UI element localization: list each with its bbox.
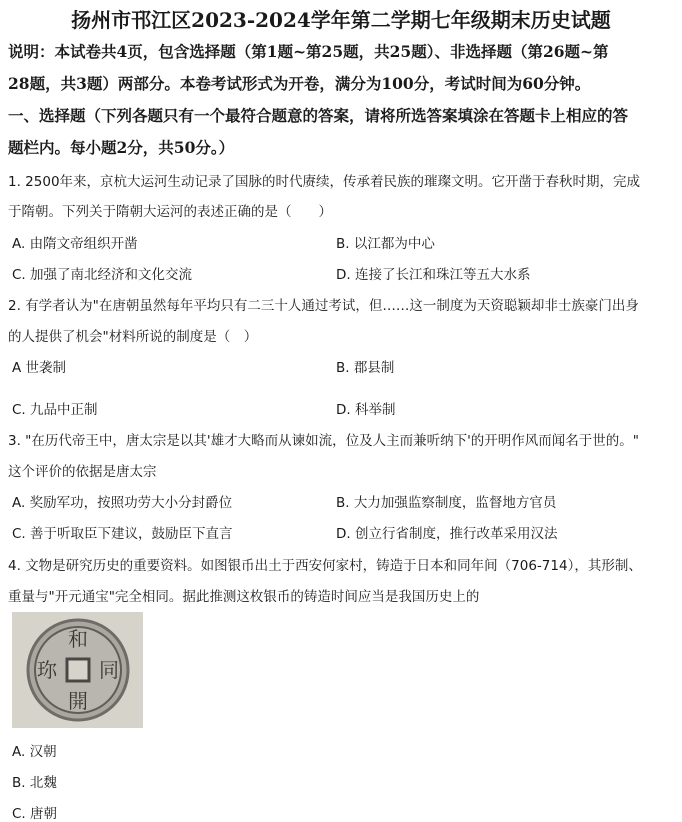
question-3-stem-1: 3. "在历代帝王中，唐太宗是以其'雄才大略而从谏如流，位及人主而兼听纳下'的开明作风而闻名于世的。": [8, 433, 640, 449]
section-heading-line-1: 一、选择题（下列各题只有一个最符合题意的答案，请将所选答案填涂在答题卡上相应的答: [8, 106, 629, 125]
instructions-line-1: 说明：本试卷共4页，包含选择题（第1题~第25题，共25题）、非选择题（第26题~第: [8, 42, 609, 61]
question-3-option-c: C. 善于听取臣下建议，鼓励臣下直言: [12, 526, 233, 542]
question-3-option-a: A. 奖励军功，按照功劳大小分封爵位: [12, 495, 233, 511]
question-1-option-c: C. 加强了南北经济和文化交流: [12, 267, 193, 283]
question-4-option-c: C. 唐朝: [12, 806, 58, 822]
question-1-option-d: D. 连接了长江和珠江等五大水系: [336, 267, 531, 283]
question-1-stem-2: 于隋朝。下列关于隋朝大运河的表述正确的是（ ）: [8, 204, 332, 220]
question-3-option-d: D. 创立行省制度，推行改革采用汉法: [336, 526, 558, 542]
coin-photo: [12, 612, 143, 728]
question-2-option-c: C. 九品中正制: [12, 402, 98, 418]
question-4-option-b: B. 北魏: [12, 775, 57, 791]
question-3-stem-2: 这个评价的依据是唐太宗: [8, 464, 157, 480]
question-4-stem-1: 4. 文物是研究历史的重要资料。如图银币出土于西安何家村，铸造于日本和同年间（706-714），其形制、: [8, 558, 642, 574]
question-4-stem-2: 重量与"开元通宝"完全相同。据此推测这枚银币的铸造时间应当是我国历史上的: [8, 589, 480, 605]
question-2-option-b: B. 郡县制: [336, 360, 395, 376]
coin-char-top: 和: [68, 627, 88, 651]
coin-char-right: 同: [99, 658, 119, 682]
question-1-option-b: B. 以江都为中心: [336, 236, 435, 252]
question-2-stem-1: 2. 有学者认为"在唐朝虽然每年平均只有二三十人通过考试，但……这一制度为天资聪颖却非士族豪门出身: [8, 298, 639, 314]
question-1-stem-1: 1. 2500年来，京杭大运河生动记录了国脉的时代赓续，传承着民族的璀璨文明。它开凿于春秋时期，完成: [8, 174, 641, 190]
question-2-option-d: D. 科举制: [336, 402, 396, 418]
silver-coin-icon: [12, 612, 143, 728]
coin-char-bottom: 開: [68, 689, 88, 713]
page-title: 扬州市邗江区2023-2024学年第二学期七年级期末历史试题: [71, 8, 611, 32]
instructions-line-2: 28题，共3题）两部分。本卷考试形式为开卷，满分为100分，考试时间为60分钟。: [8, 74, 591, 93]
question-2-option-a: A 世袭制: [12, 360, 67, 376]
coin-char-left: 珎: [37, 658, 57, 682]
section-heading-line-2: 题栏内。每小题2分，共50分。）: [8, 138, 235, 157]
question-3-option-b: B. 大力加强监察制度，监督地方官员: [336, 495, 557, 511]
question-4-option-a: A. 汉朝: [12, 744, 57, 760]
question-2-stem-2: 的人提供了机会"材料所说的制度是（ ）: [8, 329, 258, 345]
question-1-option-a: A. 由隋文帝组织开凿: [12, 236, 138, 252]
